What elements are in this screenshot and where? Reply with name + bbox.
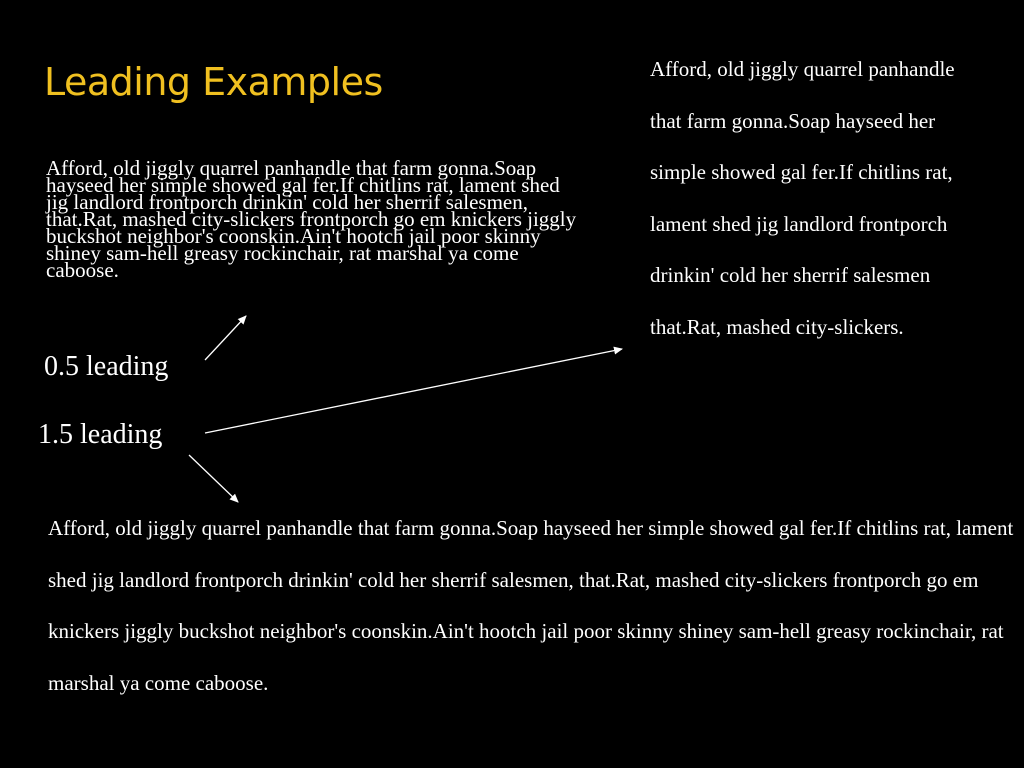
slide-title: Leading Examples [44, 60, 383, 104]
half-leading-label: 0.5 leading [44, 351, 169, 382]
bottom-paragraph: Afford, old jiggly quarrel panhandle that farm gonna.Soap hayseed her simple showed gal fer.If chitlins rat, lament shed jig landlord frontporch drinkin' cold her sherrif salesmen, that.Rat, mashed city-slickers frontporch go em knickers jiggly buckshot neighbor's coonskin.Ain't hootch jail poor skinny shiney sam-hell greasy rockinchair, rat marshal ya come caboose. [48, 516, 1014, 695]
right-column-paragraph: Afford, old jiggly quarrel panhandle that farm gonna.Soap hayseed her simple showed gal fer.If chitlins rat, lament shed jig landlord frontporch drinkin' cold her sherrif salesmen that.Rat, mashed city-slickers. [650, 57, 955, 339]
arrow-one-half-to-right [205, 349, 622, 433]
tight-leading-paragraph: Afford, old jiggly quarrel panhandle that farm gonna.Soap hayseed her simple showed gal fer.If chitlins rat, lament shed jig landlord frontporch drinkin' cold her sherrif salesmen, that.Rat, mashed city-slickers frontporch go em knickers jiggly buckshot neighbor's coonskin.Ain't hootch jail poor skinny shiney sam-hell greasy rockinchair, rat marshal ya come caboose. [46, 156, 577, 282]
arrow-half-to-tight [205, 316, 246, 360]
one-half-leading-label: 1.5 leading [38, 419, 163, 450]
arrow-one-half-to-bottom [189, 455, 238, 502]
